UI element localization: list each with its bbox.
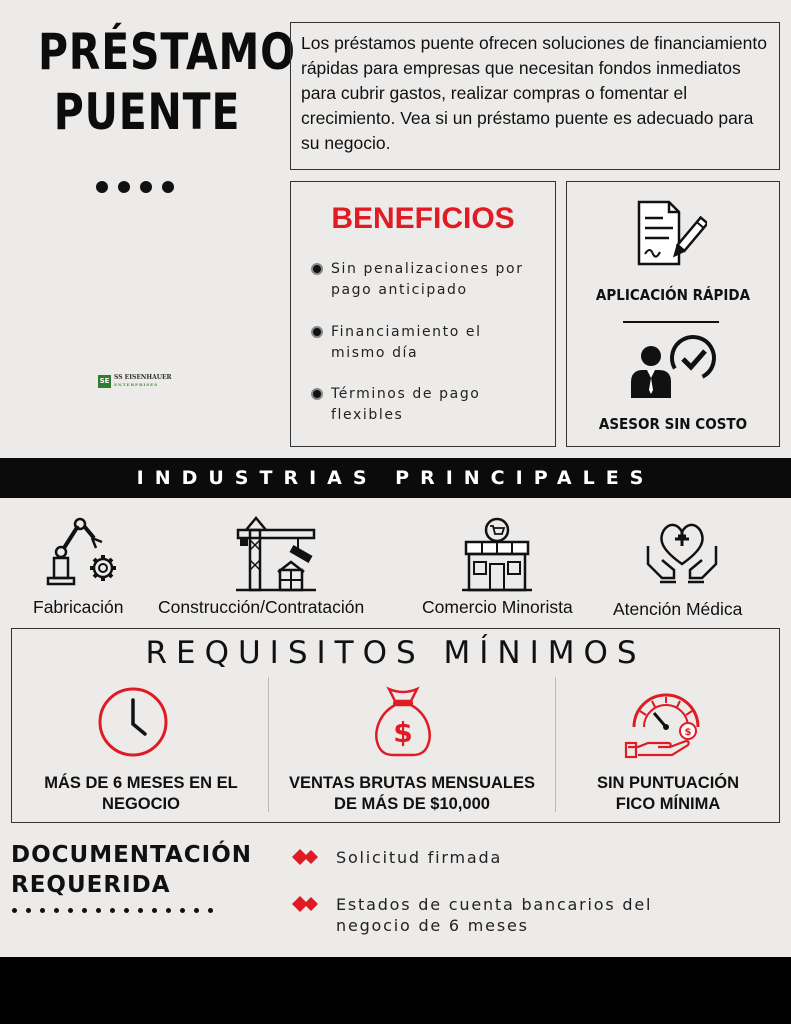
logo-mark: SE	[98, 375, 111, 388]
document-text: Solicitud firmada	[336, 848, 503, 867]
title-dots-divider	[96, 181, 174, 193]
clock-icon	[97, 686, 169, 758]
intro-text: Los préstamos puente ofrecen soluciones de financiamiento rápidas para empresas que necesitan fondos inmediatos para cubrir gastos, realizar compras o fomentar el crecimiento. Vea si un préstamo puente es adecuado para su negocio.	[301, 33, 767, 153]
requirement-line: MÁS DE 6 MESES EN EL	[44, 774, 238, 792]
requirement-line: NEGOCIO	[102, 795, 180, 813]
company-logo	[98, 374, 172, 388]
feature-divider	[623, 321, 719, 323]
double-diamond-icon	[292, 849, 318, 865]
title-line-1: PRÉSTAMO	[37, 23, 296, 81]
requirement-line: VENTAS BRUTAS MENSUALES	[289, 774, 535, 792]
document-item	[292, 894, 652, 936]
benefit-text: Financiamiento el mismo día	[331, 324, 482, 361]
logo-subtitle: ENTERPRISES	[114, 382, 159, 387]
svg-text:$: $	[684, 727, 692, 738]
benefit-item	[311, 259, 541, 301]
heart-hands-icon	[644, 516, 720, 586]
industry-label-manufacturing: Fabricación	[33, 597, 124, 617]
benefit-text: Términos de pago flexibles	[331, 386, 481, 423]
benefits-title: BENEFICIOS	[331, 202, 515, 235]
requirement-label	[274, 773, 550, 815]
credit-gauge-icon	[624, 687, 708, 761]
logo-name: SS EISENHAUER	[114, 374, 172, 381]
document-text: negocio de 6 meses	[336, 916, 529, 935]
bullet-icon	[311, 263, 323, 275]
svg-text:$: $	[393, 716, 413, 749]
crane-icon	[236, 514, 318, 592]
requirements-title: REQUISITOS MÍNIMOS	[145, 635, 646, 671]
bullet-icon	[311, 388, 323, 400]
document-item	[292, 847, 502, 868]
document-text: Estados de cuenta bancarios del	[336, 895, 653, 914]
benefit-text: Sin penalizaciones por pago anticipado	[331, 261, 524, 298]
industry-label-healthcare: Atención Médica	[613, 599, 743, 619]
feature-label-free-advisor: ASESOR SIN COSTO	[598, 415, 748, 433]
bullet-icon	[311, 326, 323, 338]
requirements-divider	[555, 677, 556, 812]
documentation-title-line: DOCUMENTACIÓN	[11, 842, 252, 868]
benefit-item	[311, 322, 541, 364]
requirement-label	[18, 773, 264, 815]
industry-label-construction: Construcción/Contratación	[158, 597, 365, 617]
title-line-2: PUENTE	[53, 83, 241, 141]
benefits-panel	[290, 181, 556, 447]
page-title	[37, 22, 296, 142]
requirement-label	[560, 773, 776, 815]
requirement-line: FICO MÍNIMA	[615, 795, 721, 813]
intro-box	[290, 22, 780, 170]
industry-label-retail: Comercio Minorista	[422, 597, 573, 617]
benefit-item	[311, 384, 541, 426]
requirements-panel	[11, 628, 780, 823]
double-diamond-icon	[292, 896, 318, 912]
industries-banner: INDUSTRIAS PRINCIPALES	[0, 458, 791, 498]
advisor-check-icon	[627, 330, 719, 402]
documentation-dots-divider	[12, 908, 213, 913]
feature-label-fast-application: APLICACIÓN RÁPIDA	[595, 286, 751, 304]
requirement-line: DE MÁS DE $10,000	[334, 795, 490, 813]
documentation-title	[11, 840, 252, 900]
store-icon	[462, 516, 532, 592]
money-bag-icon	[373, 685, 433, 759]
robot-arm-gear-icon	[46, 516, 120, 586]
requirement-line: SIN PUNTUACIÓN	[596, 774, 740, 792]
footer-band	[0, 957, 791, 1024]
documentation-title-line: REQUERIDA	[11, 872, 171, 898]
features-panel	[566, 181, 780, 447]
requirements-divider	[268, 677, 269, 812]
signed-document-icon	[635, 200, 707, 268]
